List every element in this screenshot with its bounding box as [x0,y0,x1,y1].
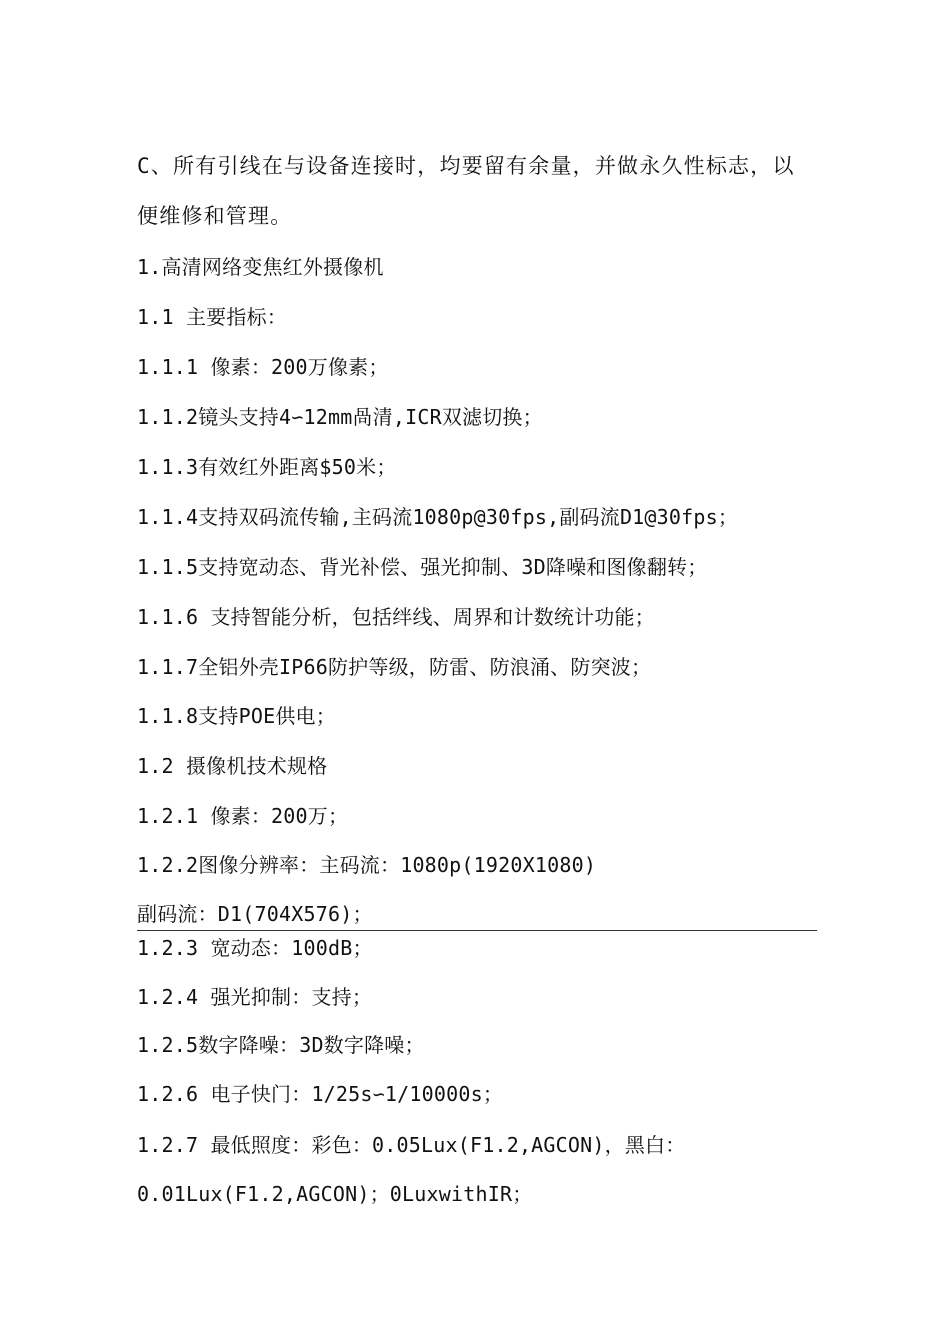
spec-item: 1.2.1 像素：200万； [137,804,349,828]
paragraph-line: C、所有引线在与设备连接时，均要留有余量，并做永久性标志，以 [137,154,795,178]
spec-item: 1.1.7全铝外壳IP66防护等级，防雷、防浪涌、防突波； [137,655,652,679]
spec-item-continuation: 副码流：D1(704X576)； [137,902,373,926]
spec-item: 1.2.3 宽动态：100dB； [137,936,373,960]
spec-item: 1.2.4 强光抑制：支持； [137,985,373,1009]
section-heading: 1.高清网络变焦红外摄像机 [137,255,384,279]
spec-item: 1.1.3有效红外距离$50米； [137,455,397,479]
spec-item: 1.1.4支持双码流传输,主码流1080p@30fps,副码流D1@30fps； [137,505,739,529]
spec-item: 1.1.1 像素：200万像素； [137,355,389,379]
subsection-heading: 1.1 主要指标： [137,305,287,329]
spec-item-continuation: 0.01Lux(F1.2,AGCON)；0LuxwithIR； [137,1182,533,1206]
spec-item: 1.2.2图像分辨率：主码流：1080p(1920X1080) [137,853,597,877]
paragraph-line: 便维修和管理。 [137,204,293,228]
subsection-heading: 1.2 摄像机技术规格 [137,754,328,778]
spec-item: 1.1.6 支持智能分析，包括绊线、周界和计数统计功能； [137,605,655,629]
spec-item: 1.1.2镜头支持4∽12mm咼清,ICR双滤切换； [137,405,543,429]
spec-item: 1.2.7 最低照度：彩色：0.05Lux(F1.2,AGCON)，黑白： [137,1133,686,1157]
spec-item: 1.2.6 电子快门：1/25s∽1/10000s； [137,1082,504,1106]
spec-item: 1.1.8支持POE供电； [137,704,336,728]
spec-item: 1.1.5支持宽动态、背光补偿、强光抑制、3D降噪和图像翻转； [137,555,708,579]
horizontal-rule [137,930,817,931]
spec-item: 1.2.5数字降噪：3D数字降噪； [137,1033,425,1057]
